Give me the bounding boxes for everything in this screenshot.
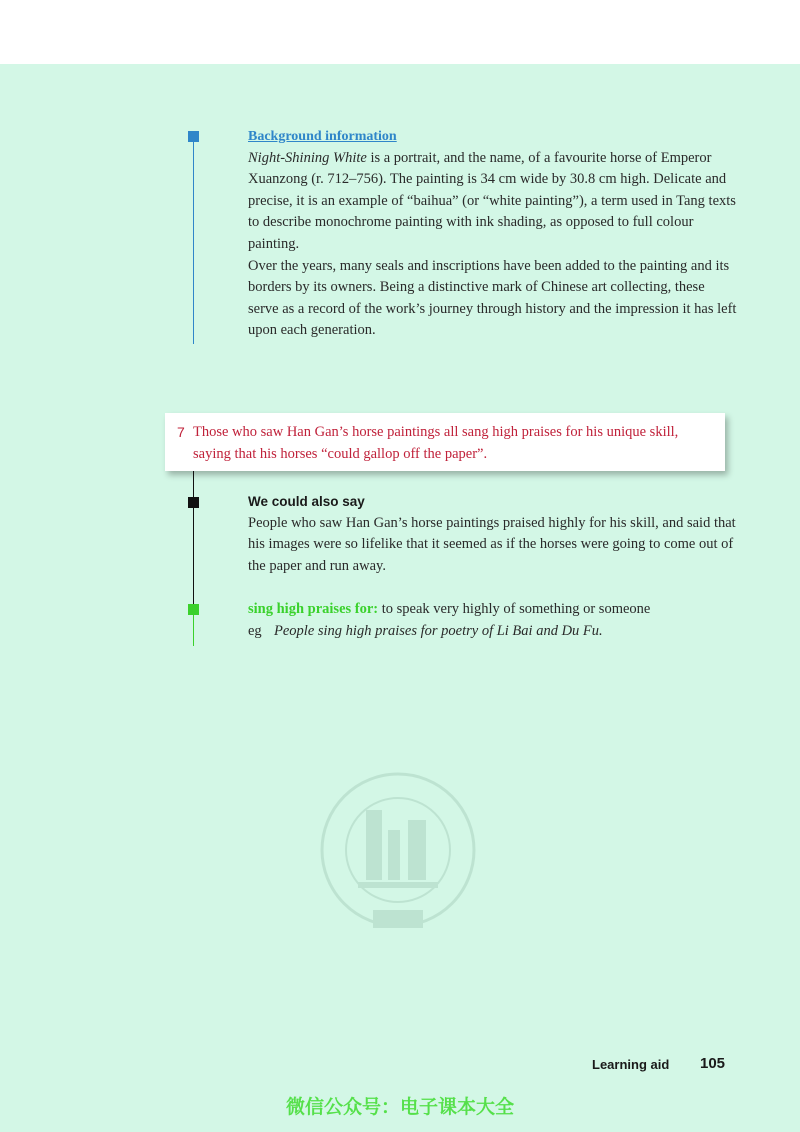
also-say-section bbox=[248, 491, 738, 577]
phrase-marker-icon bbox=[188, 604, 199, 615]
also-say-marker-icon bbox=[188, 497, 199, 508]
also-say-heading: We could also say bbox=[248, 494, 365, 509]
footer-section-label: Learning aid bbox=[592, 1057, 670, 1072]
also-say-rule bbox=[193, 471, 194, 604]
phrase-rule bbox=[193, 615, 194, 646]
publisher-watermark-icon bbox=[318, 770, 478, 945]
page-number: 105 bbox=[700, 1055, 726, 1072]
background-paragraph-1-text: is a portrait, and the name, of a favourite horse of Emperor Xuanzong (r. 712–756). The painting is 34 cm wide by 30.8 cm high. Delicate and precise, it is an example of “baihua” (or “white painting”), a term used in Tang texts to describe monochrome painting with ink shading, as opposed to full colour painting. bbox=[248, 149, 736, 252]
wechat-banner: 微信公众号：电子课本大全 bbox=[285, 1096, 514, 1118]
example-sentence-callout bbox=[165, 413, 725, 471]
background-rule bbox=[193, 142, 194, 344]
example-sentence-text: Those who saw Han Gan’s horse paintings all sang high praises for his unique skill, saying that his horses “could gallop off the paper”. bbox=[193, 424, 679, 462]
phrase-example-text: People sing high praises for poetry of Li Bai and Du Fu. bbox=[274, 622, 603, 639]
phrase-term: sing high praises for: bbox=[248, 601, 379, 617]
phrase-definition-text: to speak very highly of something or someone bbox=[378, 601, 651, 617]
phrase-section bbox=[248, 599, 738, 642]
example-sentence bbox=[177, 421, 717, 465]
background-paragraph-1 bbox=[248, 148, 738, 256]
background-section bbox=[248, 126, 738, 342]
also-say-text: People who saw Han Gan’s horse paintings praised highly for his skill, and said that his images were so lifelike that it seemed as if the horses were going to come out of the paper and run away. bbox=[248, 514, 736, 574]
phrase-definition bbox=[248, 599, 738, 621]
painting-title: Night-Shining White bbox=[248, 149, 367, 166]
background-paragraph-2: Over the years, many seals and inscriptions have been added to the painting and its borders by its owners. Being a distinctive mark of Chinese art collecting, these serve as a record of the work’s journey through history and the impression it has left upon each generation. bbox=[248, 257, 737, 339]
phrase-example bbox=[248, 621, 738, 643]
background-heading: Background information bbox=[248, 129, 397, 144]
eg-label: eg bbox=[248, 622, 262, 639]
background-marker-icon bbox=[188, 131, 199, 142]
example-number: 7 bbox=[177, 424, 185, 440]
